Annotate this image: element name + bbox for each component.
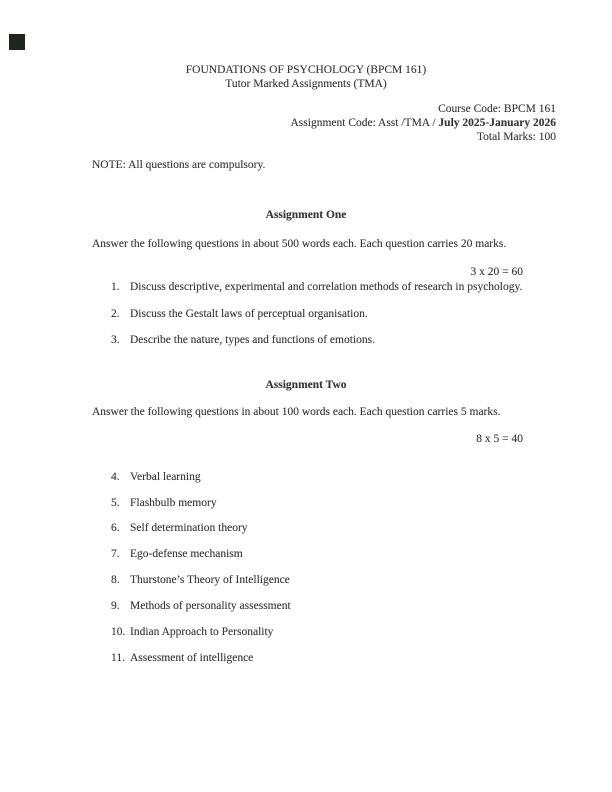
question-item-11 — [111, 651, 253, 665]
question-text: Ego-defense mechanism — [130, 548, 243, 560]
assignment-code — [291, 116, 557, 130]
question-item-2 — [111, 307, 368, 321]
assignment-one-heading: Assignment One — [265, 209, 347, 221]
question-text: Discuss descriptive, experimental and correlation methods of research in psychology. — [130, 281, 523, 293]
question-text: Self determination theory — [130, 522, 248, 534]
title-line-2: Tutor Marked Assignments (TMA) — [225, 78, 387, 90]
assignment-one-marks-formula: 3 x 20 = 60 — [470, 266, 523, 278]
assignment-two-heading: Assignment Two — [265, 379, 347, 391]
question-number: 5. — [111, 497, 120, 509]
assignment-code-session: July 2025-January 2026 — [438, 117, 556, 129]
question-item-8 — [111, 573, 290, 587]
question-text: Describe the nature, types and functions of emotions. — [130, 334, 375, 346]
question-item-6 — [111, 521, 248, 535]
scan-artifact-mark — [9, 34, 25, 50]
question-item-10 — [111, 625, 273, 639]
question-item-7 — [111, 547, 243, 561]
header-meta — [291, 102, 557, 144]
question-number: 3. — [111, 334, 120, 346]
question-number: 4. — [111, 471, 120, 483]
course-code: Course Code: BPCM 161 — [438, 103, 556, 115]
question-item-4 — [111, 470, 201, 484]
total-marks: Total Marks: 100 — [476, 131, 556, 143]
question-text: Discuss the Gestalt laws of perceptual organisation. — [130, 308, 368, 320]
question-number: 1. — [111, 281, 120, 293]
question-item-1 — [111, 280, 522, 294]
question-text: Flashbulb memory — [130, 497, 217, 509]
question-item-3 — [111, 333, 375, 347]
question-text: Indian Approach to Personality — [130, 626, 274, 638]
question-text: Thurstone’s Theory of Intelligence — [130, 574, 290, 586]
assignment-two-marks-formula: 8 x 5 = 40 — [476, 433, 523, 445]
question-item-5 — [111, 496, 217, 510]
question-text: Methods of personality assessment — [130, 600, 291, 612]
question-text: Verbal learning — [130, 471, 201, 483]
question-number: 6. — [111, 522, 120, 534]
question-item-9 — [111, 599, 291, 613]
note-text: NOTE: All questions are compulsory. — [92, 159, 266, 171]
question-number: 8. — [111, 574, 120, 586]
question-number: 9. — [111, 600, 120, 612]
document-title — [0, 63, 612, 91]
question-number: 11. — [111, 652, 125, 664]
assignment-code-prefix: Assignment Code: Asst /TMA / — [290, 117, 439, 129]
assignment-two-instruction: Answer the following questions in about 100 words each. Each question carries 5 marks. — [92, 406, 501, 418]
question-number: 7. — [111, 548, 120, 560]
question-number: 10. — [111, 626, 126, 638]
question-number: 2. — [111, 308, 120, 320]
title-line-1: FOUNDATIONS OF PSYCHOLOGY (BPCM 161) — [185, 64, 427, 76]
question-text: Assessment of intelligence — [130, 652, 254, 664]
assignment-one-instruction: Answer the following questions in about 500 words each. Each question carries 20 marks. — [92, 238, 507, 250]
